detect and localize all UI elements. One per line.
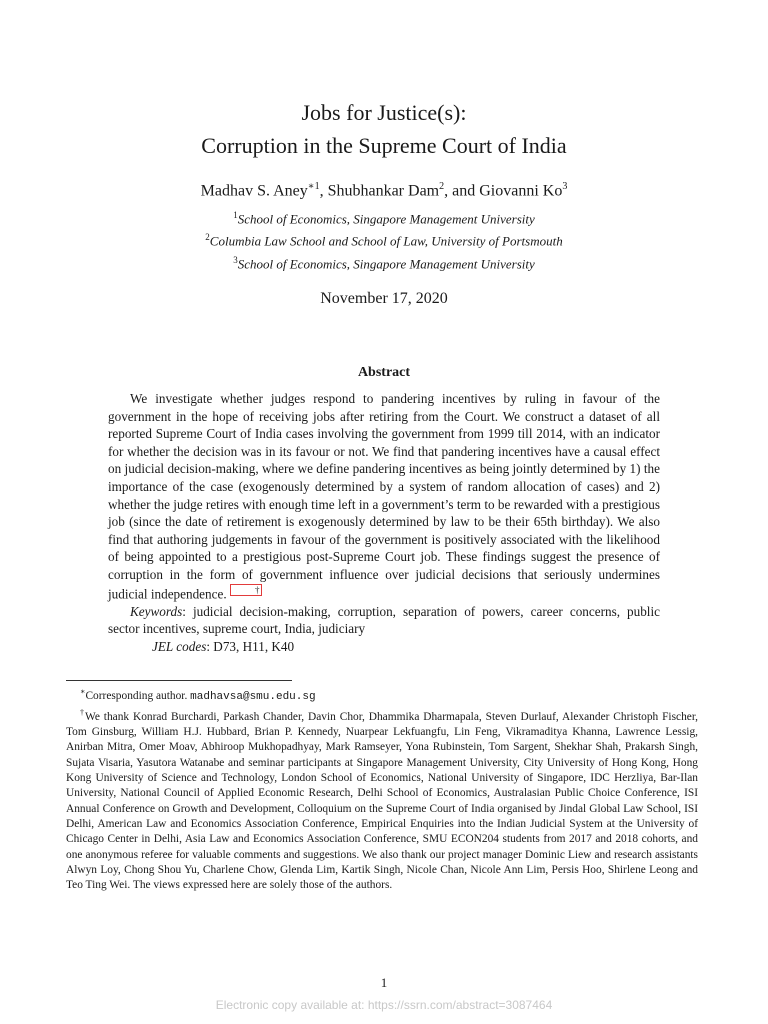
- author-separator: , and: [444, 182, 480, 200]
- abstract: [108, 390, 660, 655]
- title-line-1: Jobs for Justice(s):: [301, 100, 467, 125]
- footnote-text: Corresponding author.: [85, 689, 191, 702]
- affiliation-text: Columbia Law School and School of Law, University of Portsmouth: [209, 233, 563, 249]
- footnote-corresponding: [66, 684, 698, 705]
- footnote-divider: [66, 680, 292, 681]
- footnote-text: We thank Konrad Burchardi, Parkash Chander, Davin Chor, Dhammika Dharmapala, Steven Durlauf, Alexander Christoph Fischer, Tom Ginsburg, William H.J. Hubbard, Brian P. Kennedy, Nuarpear Lekfuangfu, Lin Feng, Vikramaditya Khanna, Lawrence Lessig, Anirban Mitra, Omer Moav, Abhiroop Mukhopadhyay, Mark Ramseyer, Yona Rubinstein, Tom Sargent, Shekhar Shah, Prakarsh Singh, Sujata Visaria, Yasutora Watanabe and seminar participants at Singapore Management University, City University of Hong Kong, Hong Kong University of Science and Technology, London School of Economics, National University of Singapore, IDC Herzliya, Bar-Ilan University, National Council of Applied Economic Research, Delhi School of Economics, Australasian Public Choice Conference, ISI Annual Conference on Growth and Development, Colloquium on the Supreme Court of India organised by Jindal Global Law School, ISI Delhi, American Law and Economics Association Conference, Empirical Enquiries into the Indian Judicial System at the University of Chicago Center in Delhi, Asia Law and Economics Association Conference, SMU ECON204 students from 2017 and 2018 cohorts, and one anonymous referee for valuable comments and suggestions. We also thank our project manager Dominic Liew and research assistants Alwyn Loy, Chong Shou Yu, Charlene Chow, Glenda Lim, Kartik Singh, Nicole Chan, Nicole Ann Lim, Persis Hoo, Shirlene Leong and Teo Ting Wei. The views expressed here are solely those of the authors.: [66, 710, 699, 892]
- footnote-mark: ∗: [80, 687, 86, 696]
- author-name: Madhav S. Aney: [200, 182, 308, 200]
- affiliation: [0, 251, 768, 273]
- keywords-label: Keywords: [130, 603, 183, 619]
- abstract-heading: Abstract: [357, 365, 411, 380]
- title-line-2: Corruption in the Supreme Court of India: [201, 133, 567, 158]
- author-name: Shubhankar Dam: [327, 182, 440, 200]
- affiliation-number: 3: [233, 254, 238, 265]
- publication-date: November 17, 2020: [320, 290, 448, 307]
- affiliation-number: 1: [233, 210, 238, 220]
- author-separator: ,: [319, 182, 328, 200]
- abstract-paragraph: [108, 390, 660, 603]
- jel-text: : D73, H11, K40: [206, 638, 295, 654]
- abstract-text: We investigate whether judges respond to pandering incentives by ruling in favour of the government in the hope of receiving jobs after retiring from the Court. We construct a dataset of all reported Supreme Court of India cases involving the government from 1999 till 2014, with an indicator for whether the decision was in its favour or not. We find that pandering incentives have a causal effect on judicial decision-making, where we define pandering incentives as being jointly determined by 1) the importance of the case (exogenously determined by a system of random allocation of cases) and 2) whether the judge retires with enough time left in a government’s term to be rewarded with a prestigious job (since the date of retirement is exogenously determined by law to be their 65th birthday). We also find that authoring judgements in favour of the government is positively associated with the likelihood of being appointed to a prestigious post-Supreme Court job. These findings suggest the presence of corruption in the form of government influence over judicial decisions that seriously undermines judicial independence.: [108, 391, 660, 601]
- affiliations: [0, 206, 768, 273]
- keywords-text: : judicial decision-making, corruption, separation of powers, career concerns, public sector incentives, supreme court, India, judiciary: [108, 603, 660, 637]
- author-mark: 3: [562, 181, 568, 192]
- author-mark: 2: [439, 181, 445, 192]
- jel-label: JEL codes: [152, 638, 207, 654]
- footnote-link[interactable]: †: [230, 584, 263, 596]
- footnotes: [66, 684, 698, 893]
- page-number: 1: [380, 975, 388, 990]
- ssrn-watermark[interactable]: Electronic copy available at: https://ssrn.com/abstract=3087464: [215, 998, 553, 1012]
- paper-title: [0, 96, 768, 162]
- footnote-thanks: [66, 705, 698, 893]
- email-link[interactable]: madhavsa@smu.edu.sg: [190, 690, 316, 703]
- affiliation-number: 2: [205, 232, 210, 243]
- author-mark: ∗1: [307, 181, 320, 192]
- jel-codes: [108, 638, 660, 656]
- affiliation: [0, 206, 768, 228]
- author-list: [0, 181, 768, 200]
- author-name: Giovanni Ko: [479, 182, 563, 200]
- footnote-mark: †: [80, 708, 86, 718]
- keywords: [108, 603, 660, 638]
- affiliation-text: School of Economics, Singapore Management University: [237, 255, 535, 271]
- affiliation: [0, 228, 768, 250]
- affiliation-text: School of Economics, Singapore Management University: [237, 211, 535, 227]
